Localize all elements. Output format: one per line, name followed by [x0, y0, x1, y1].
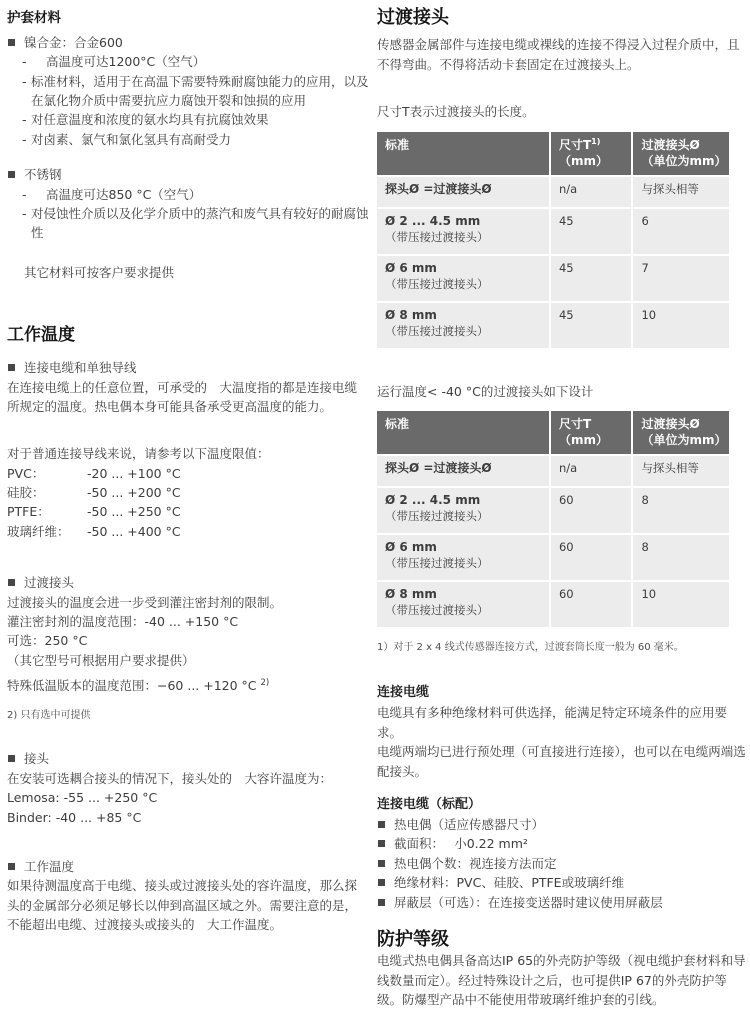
tj-line: 可选：250 °C — [7, 633, 88, 649]
right-column — [377, 0, 747, 1009]
cell-text: Ø 8 mm — [385, 307, 437, 322]
temp-limit-row — [7, 464, 369, 483]
cell-subtext: （带压接过渡接头） — [385, 323, 489, 338]
cable-bullet-item — [377, 854, 747, 873]
connection-cable-heading: 连接电缆 — [377, 685, 430, 701]
sheath-material-heading: 护套材料 — [7, 10, 61, 26]
connector-bullet — [7, 749, 369, 768]
footnote-1: 1）对于 2 x 4 线式传感器连接方式，过渡套筒长度一般为 60 毫米。 — [377, 642, 684, 654]
cell-subtext: （带压接过渡接头） — [385, 509, 489, 524]
bullet-square-icon — [8, 863, 15, 870]
table-header-row — [377, 411, 729, 454]
cell-diameter: 6 — [633, 209, 729, 254]
cell-text: 探头Ø =过渡接头Ø — [385, 181, 492, 196]
nickel-sub-item — [7, 130, 369, 149]
cell-standard — [377, 177, 549, 207]
cell-dimension: 45 — [551, 303, 631, 348]
working-temp-bullet — [7, 857, 369, 876]
bullet-square-icon — [8, 39, 15, 46]
nickel-sub-text: 标准材料，适用于在高温下需要特殊耐腐蚀能力的应用，以及在氯化物介质中需要抗应力腐蚀开裂和蚀损的应用 — [31, 73, 369, 109]
table-row — [377, 456, 729, 486]
temp-limit-row — [7, 502, 369, 521]
transition-joint-paragraph: 传感器金属部件与连接电缆或裸线的连接不得浸入过程介质中，且不得弯曲。不得将活动卡套固定在过渡接头上。 — [377, 37, 740, 72]
cable-bullet-item — [377, 893, 747, 912]
cell-dimension: 45 — [551, 256, 631, 301]
cell-subtext: （带压接过渡接头） — [385, 556, 489, 571]
tj-special-line — [7, 676, 369, 695]
nickel-sub-item — [7, 72, 369, 111]
cable-bullet-text: 热电偶（适应传感器尺寸） — [394, 817, 545, 833]
bullet-square-icon — [378, 899, 385, 906]
cell-subtext: （带压接过渡接头） — [385, 229, 489, 244]
table-row — [377, 209, 729, 254]
transition-joint-table-1 — [375, 130, 731, 350]
steel-sub-item — [7, 185, 369, 204]
header-unit: （单位为mm） — [641, 153, 727, 168]
material-label: PTFE： — [7, 504, 50, 520]
cell-diameter: 10 — [633, 303, 729, 348]
cell-standard — [377, 209, 549, 254]
cable-bullet-text: 截面积： 小0.22 mm² — [394, 836, 528, 852]
footnote-marker: 2) — [260, 677, 270, 688]
cell-standard — [377, 256, 549, 301]
cell-text: Ø 6 mm — [385, 260, 437, 275]
cable-bullet-text: 屏蔽层（可选）：在连接变送器时建议使用屏蔽层 — [394, 894, 663, 910]
cell-dimension: 45 — [551, 209, 631, 254]
cable-paragraph: 电缆两端均已进行预处理（可直接进行连接），也可以在电缆两端选配接头。 — [377, 744, 746, 779]
bullet-square-icon — [8, 171, 15, 178]
cable-paragraph: 电缆具有多种绝缘材料可供选择，能满足特定环境条件的应用要求。 — [377, 705, 728, 740]
steel-sub-text: 对侵蚀性介质以及化学介质中的蒸汽和废气具有较好的耐腐蚀性 — [31, 205, 369, 241]
operating-temperature-heading: 工作温度 — [7, 325, 75, 346]
dash-icon — [22, 204, 31, 243]
cell-dimension: 60 — [551, 535, 631, 580]
bullet-square-icon — [8, 364, 15, 371]
transition-joint-label: 过渡接头 — [24, 575, 75, 591]
cell-dimension: 60 — [551, 488, 631, 533]
transition-joint-heading: 过渡接头 — [377, 7, 449, 28]
protection-class-paragraph: 电缆式热电偶具备高达IP 65的外壳防护等级（视电缆护套材料和导线数量而定）。经过特殊设计之后，也可提供IP 67的外壳防护等级。防爆型产品中不能使用带玻璃纤维护套的引线。 — [377, 953, 746, 1008]
working-temp-label: 工作温度 — [24, 858, 75, 874]
left-column — [7, 0, 369, 934]
cell-diameter: 与探头相等 — [633, 177, 729, 207]
cell-text: Ø 2 ... 4.5 mm — [385, 213, 481, 228]
col-header-standard: 标准 — [377, 132, 549, 175]
nickel-sub-text: 高温度可达1200°C（空气） — [46, 54, 206, 70]
transition-joint-table-2 — [375, 409, 731, 629]
tj-line: 过渡接头的温度会进一步受到灌注密封剂的限制。 — [7, 594, 283, 610]
dash-icon — [22, 72, 31, 111]
cell-subtext: （带压接过渡接头） — [385, 603, 489, 618]
temp-range: -20 ... +100 °C — [87, 465, 181, 481]
col-header-joint-diameter — [633, 132, 729, 175]
material-label: 硅胶： — [7, 485, 45, 501]
table-row — [377, 177, 729, 207]
col-header-dimension-t — [551, 411, 631, 454]
header-text: 过渡接头Ø — [641, 417, 700, 432]
table-row — [377, 488, 729, 533]
table-row — [377, 535, 729, 580]
nickel-sub-item — [7, 52, 369, 71]
dimension-t-note: 尺寸T表示过渡接头的长度。 — [377, 104, 535, 120]
col-header-joint-diameter — [633, 411, 729, 454]
steel-sub-text: 高温度可达850 °C（空气） — [46, 186, 202, 202]
cell-dimension: 60 — [551, 582, 631, 627]
table-header-row — [377, 132, 729, 175]
table-row — [377, 582, 729, 627]
temp-range: -50 ... +200 °C — [87, 485, 181, 501]
table-row — [377, 256, 729, 301]
temp-range: -50 ... +400 °C — [87, 523, 181, 539]
header-text: 过渡接头Ø — [641, 137, 700, 152]
footnote-marker: 1) — [591, 136, 601, 146]
low-temp-table-intro: 运行温度< -40 °C的过渡接头如下设计 — [377, 383, 594, 399]
temp-range: -50 ... +250 °C — [87, 504, 181, 520]
cable-wires-bullet — [7, 358, 369, 377]
cell-diameter: 10 — [633, 582, 729, 627]
stainless-steel-label: 不锈钢 — [24, 167, 62, 183]
protection-class-heading: 防护等级 — [377, 928, 449, 950]
table-row — [377, 303, 729, 348]
dash-icon — [22, 110, 31, 129]
tj-special-text: 特殊低温版本的温度范围：−60 ... +120 °C — [7, 678, 261, 694]
cell-diameter: 8 — [633, 488, 729, 533]
connector-line: Lemosa: -55 ... +250 °C — [7, 790, 158, 806]
cable-bullet-text: 热电偶个数：视连接方法而定 — [394, 855, 557, 871]
dash-icon — [22, 185, 31, 204]
cable-temperature-paragraph: 在连接电缆上的任意位置，可承受的 大温度指的都是连接电缆所规定的温度。热电偶本身可能具备承受更高温度的能力。 — [7, 379, 358, 414]
bullet-square-icon — [8, 755, 15, 762]
cell-subtext: （带压接过渡接头） — [385, 276, 489, 291]
bullet-square-icon — [8, 579, 15, 586]
cell-standard — [377, 535, 549, 580]
other-materials-note: 其它材料可按客户要求提供 — [24, 264, 175, 280]
temp-limit-row — [7, 522, 369, 541]
cell-dimension: n/a — [551, 177, 631, 207]
cell-standard — [377, 456, 549, 486]
header-unit: （mm） — [558, 153, 608, 168]
connector-intro: 在安装可选耦合接头的情况下，接头处的 大容许温度为： — [7, 770, 333, 786]
header-text: 尺寸T — [558, 137, 592, 152]
material-label: PVC： — [7, 465, 45, 481]
cell-text: Ø 8 mm — [385, 587, 437, 602]
cable-wires-label: 连接电缆和单独导线 — [24, 360, 137, 376]
cell-standard — [377, 488, 549, 533]
bullet-square-icon — [378, 840, 385, 847]
cell-diameter: 7 — [633, 256, 729, 301]
limits-intro: 对于普通连接导线来说，请参考以下温度限值： — [7, 446, 270, 462]
bullet-square-icon — [378, 860, 385, 867]
cell-diameter: 与探头相等 — [633, 456, 729, 486]
temp-limit-row — [7, 483, 369, 502]
cell-text: 探头Ø =过渡接头Ø — [385, 461, 492, 476]
cell-text: Ø 2 ... 4.5 mm — [385, 493, 481, 508]
stainless-steel-bullet — [7, 165, 369, 184]
nickel-sub-text: 对任意温度和浓度的氨水均具有抗腐蚀效果 — [31, 112, 269, 128]
dash-icon — [22, 52, 31, 71]
header-text: 尺寸T — [558, 417, 592, 432]
footnote-2: 2) 只有选中可提供 — [7, 710, 91, 722]
cable-bullet-item — [377, 873, 747, 892]
working-temp-paragraph: 如果待测温度高于电缆、接头或过渡接头处的容许温度，那么探头的金属部分必须足够长以伸到高温区域之外。需要注意的是，不能超出电缆、过渡接头或接头的 大工作温度。 — [7, 878, 358, 933]
cell-standard — [377, 582, 549, 627]
col-header-standard: 标准 — [377, 411, 549, 454]
header-unit: （单位为mm） — [641, 433, 727, 448]
nickel-alloy-bullet — [7, 33, 369, 52]
nickel-alloy-label: 镍合金：合金600 — [24, 34, 123, 50]
cable-bullet-text: 绝缘材料：PVC、硅胶、PTFE或玻璃纤维 — [394, 875, 625, 891]
connector-label: 接头 — [24, 751, 50, 767]
col-header-dimension-t — [551, 132, 631, 175]
transition-joint-bullet — [7, 573, 369, 592]
cable-bullet-item — [377, 815, 747, 834]
cell-standard — [377, 303, 549, 348]
tj-line: （其它型号可根据用户要求提供） — [7, 652, 195, 668]
standard-cable-heading: 连接电缆（标配） — [377, 796, 482, 812]
bullet-square-icon — [378, 821, 385, 828]
cable-bullet-item — [377, 834, 747, 853]
cell-dimension: n/a — [551, 456, 631, 486]
header-unit: （mm） — [558, 433, 608, 448]
steel-sub-item — [7, 204, 369, 243]
nickel-sub-item — [7, 110, 369, 129]
dash-icon — [22, 130, 31, 149]
cell-text: Ø 6 mm — [385, 540, 437, 555]
cell-diameter: 8 — [633, 535, 729, 580]
connector-line: Binder: -40 ... +85 °C — [7, 809, 142, 825]
nickel-sub-text: 对卤素、氯气和氯化氢具有高耐受力 — [31, 131, 232, 147]
tj-line: 灌注密封剂的温度范围：-40 ... +150 °C — [7, 613, 239, 629]
bullet-square-icon — [378, 879, 385, 886]
material-label: 玻璃纤维： — [7, 523, 70, 539]
